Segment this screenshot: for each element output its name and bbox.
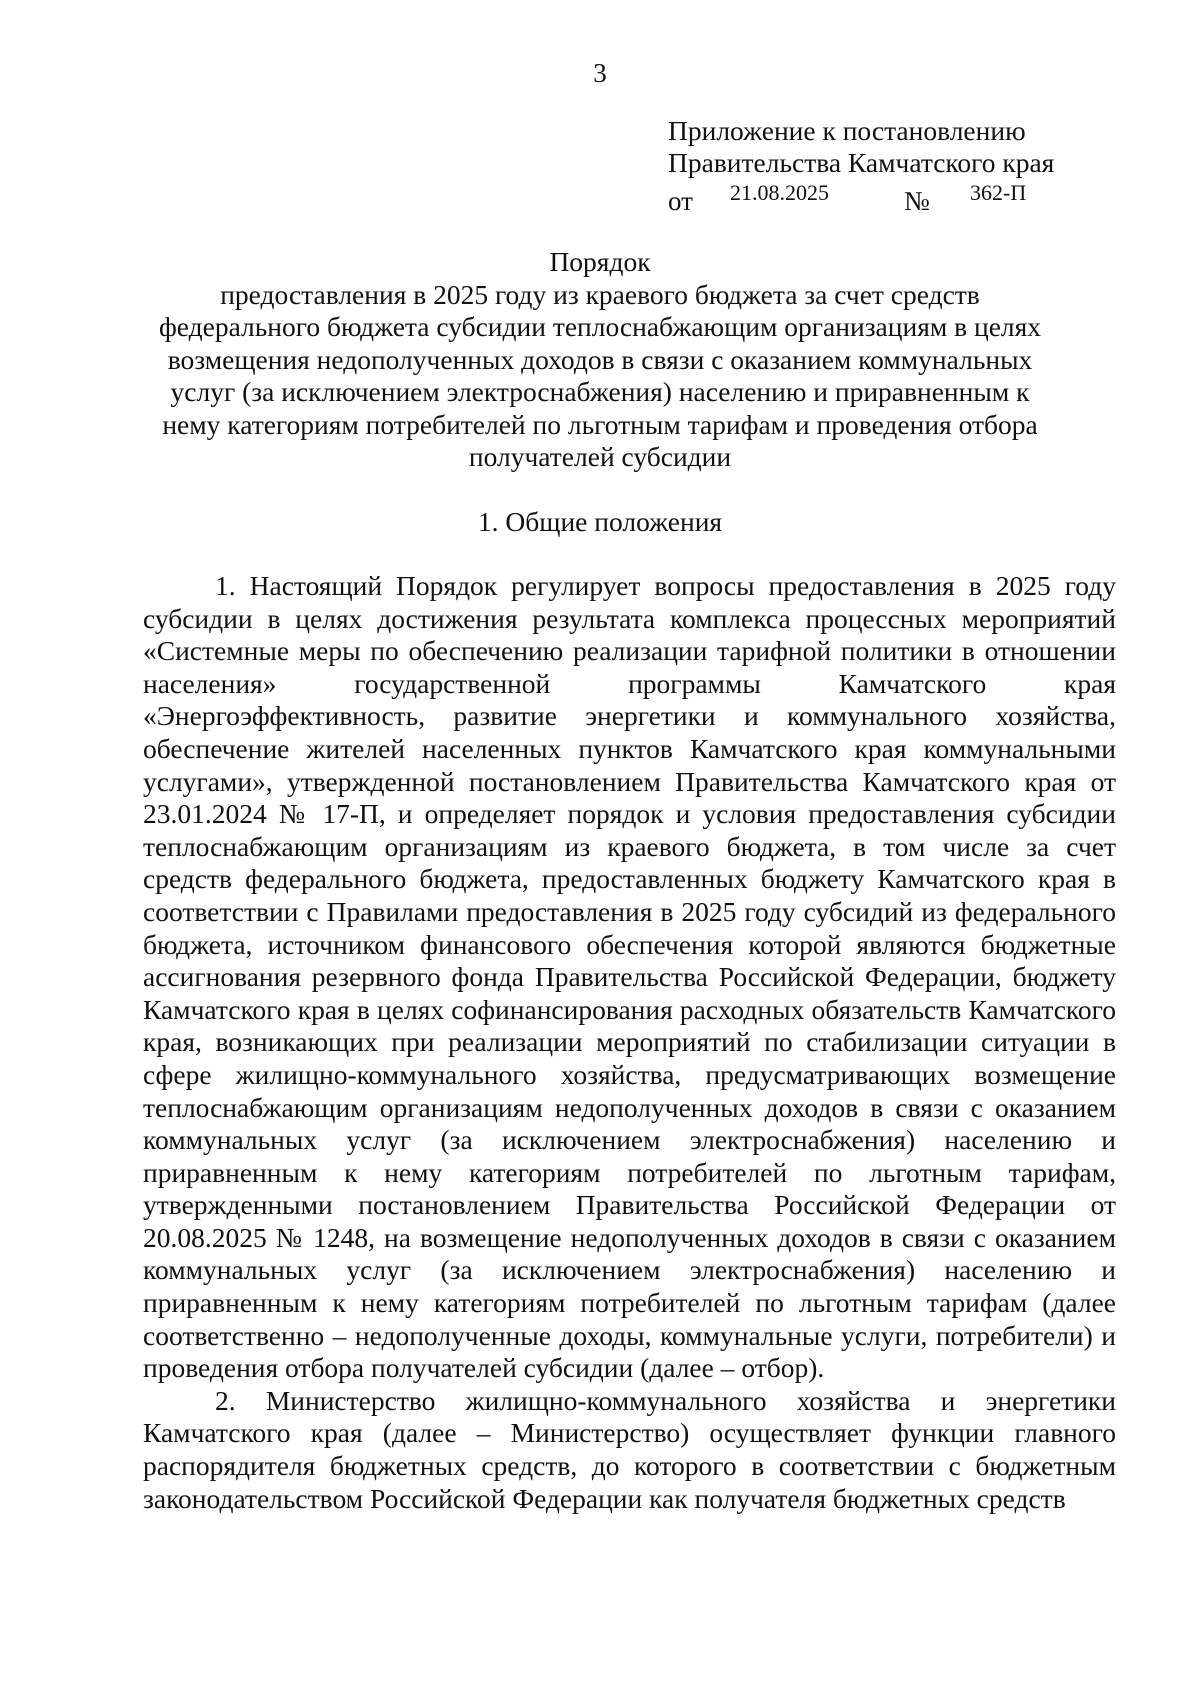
paragraph-2: 2. Министерство жилищно-коммунального хозяйства и энергетики Камчатского края (далее – Министерство) осуществляет функции главного распорядителя бюджетных средств, до которого в соответствии с бюджетным законодательством Российской Федерации как получателя бюджетных средств	[143, 1384, 1116, 1514]
title-line: получателей субсидии	[468, 441, 732, 472]
appendix-date-line	[668, 179, 1054, 216]
resolution-date: 21.08.2025	[730, 180, 829, 205]
number-sign: №	[904, 186, 930, 216]
title-heading: Порядок	[549, 246, 651, 277]
title-line: федерального бюджета субсидии теплоснабжающим организациям в целях	[158, 311, 1042, 342]
title-line: услуг (за исключением электроснабжения) населению и приравненным к	[170, 376, 1030, 407]
resolution-number: 362-П	[970, 180, 1027, 205]
body-text	[143, 570, 1116, 1515]
title-line: нему категориям потребителей по льготным тарифам и проведения отбора	[162, 408, 1038, 440]
page-number: 3	[593, 58, 607, 88]
paragraph-1: 1. Настоящий Порядок регулирует вопросы предоставления в 2025 году субсидии в целях достижения результата комплекса процессных мероприятий «Системные меры по обеспечению реализации тарифной политики в отношении населения» государственной программы Камчатского края «Энергоэффективность, развитие энергетики и коммунального хозяйства, обеспечение жителей населенных пунктов Камчатского края коммунальными услугами», утвержденной постановлением Правительства Камчатского края от 23.01.2024 № 17-П, и определяет порядок и условия предоставления субсидии теплоснабжающим организациям из краевого бюджета, в том числе за счет средств федерального бюджета, предоставленных бюджету Камчатского края в соответствии с Правилами предоставления в 2025 году субсидий из федерального бюджета, источником финансового обеспечения которой являются бюджетные ассигнования резервного фонда Правительства Российской Федерации, бюджету Камчатского края в целях софинансирования расходных обязательств Камчатского края, возникающих при реализации мероприятий по стабилизации ситуации в сфере жилищно-коммунального хозяйства, предусматривающих возмещение теплоснабжающим организациям недополученных доходов в связи с оказанием коммунальных услуг (за исключением электроснабжения) населению и приравненным к нему категориям потребителей по льготным тарифам, утвержденными постановлением Правительства Российской Федерации от 20.08.2025 № 1248, на возмещение недополученных доходов в связи с оказанием коммунальных услуг (за исключением электроснабжения) населению и приравненным к нему категориям потребителей по льготным тарифам (далее соответственно – недополученные доходы, коммунальные услуги, потребители) и проведения отбора получателей субсидии (далее – отбор).	[143, 570, 1116, 1384]
section-heading: 1. Общие положения	[477, 506, 723, 537]
appendix-line-1: Приложение к постановлению	[668, 115, 1026, 146]
from-label: от	[668, 186, 693, 216]
title-line: возмещения недополученных доходов в связи с оказанием коммунальных	[167, 343, 1033, 375]
appendix-line-2: Правительства Камчатского края	[668, 147, 1055, 178]
document-title	[130, 246, 1070, 474]
appendix-block	[668, 115, 1055, 216]
title-line: предоставления в 2025 году из краевого бюджета за счет средств	[220, 278, 980, 310]
